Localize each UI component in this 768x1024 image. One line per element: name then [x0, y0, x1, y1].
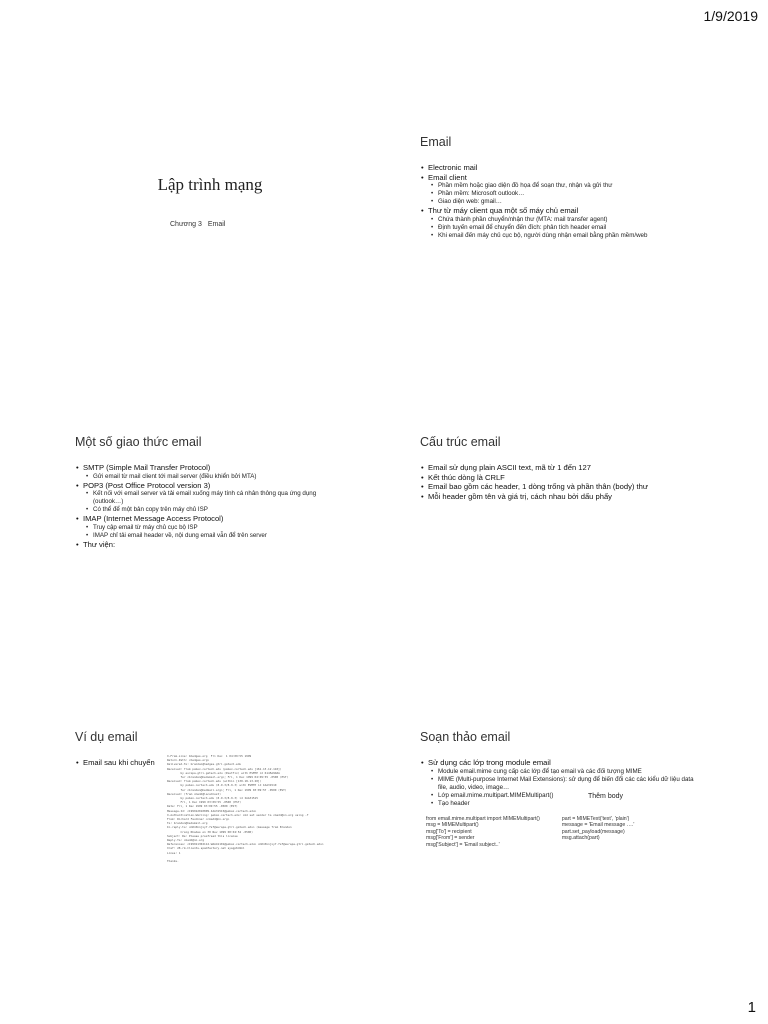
- code-left: [426, 816, 540, 849]
- code-line: msg = MIMEMultipart(): [426, 822, 479, 829]
- list-item: • Kết thúc dòng là CRLF: [420, 473, 760, 483]
- list-item: • Tạo header: [420, 800, 760, 808]
- list-item: • Electronic mail: [420, 163, 760, 173]
- list-item: • IMAP (Internet Message Access Protocol): [75, 514, 415, 524]
- code-line: message = 'Email message ….': [561, 822, 635, 829]
- code-line: msg['From'] = sender: [426, 835, 475, 842]
- code-right: [562, 816, 634, 849]
- course-title: Lập trình mạng: [157, 175, 263, 194]
- slide-example: [75, 730, 415, 985]
- list-item: • Phần mềm hoặc giao diện đồ họa để soạn thư, nhận và gửi thư: [420, 182, 760, 190]
- list-item: • Thư viện:: [75, 540, 415, 550]
- code-line: from email.mime.multipart import MIMEMultipart(): [426, 815, 540, 822]
- slide-compose: [420, 730, 760, 985]
- bullet-list: [420, 463, 760, 501]
- raw-email-text: X-From-Line: bhedges.org Fri Dec 1 04:09:55 1999 Return-Path: <hedges.org> Delivered-To: brandon@hedges.gtri.gatech.edu Received: from pobox.cortech.edu (pobox.cortech.edu [161.13.12.110]) by europa.gtri.gatech.edu (Postfix) with ESMTP id 6145A9A0A for <brandon@hedsmail.org>; Fri, 1 Dec 1999 04:09:55 -0500 (EST) Received: from pobox.cortech.edu (within [130.18.13.20]) by pobox.cortech.edu (8.9.3/8.9.3) with ESMTP id IAA31510 for <brandon@hedmail.org>; Fri, 1 Dec 1999 03:09:57 -0500 (EST) Received: (from cmadd@localhost) by pobox.cortech.edu (8.9.3/8.9.3) id IAA31515 Fri, 1 Dec 1999 03:09:55 -0500 (EST) Date: Fri, 1 Dec 1999 03:09:55 -0500 (EST) Message-Id: <199912010809.IAA31515@pobox.cortech.edu> X-Authentication-Warning: pobox.cortech.edu: cmd set sender to cmadd@nn.org using -f From: Richard Faulkner <cmadd@nn.org> To: brandon@hedsmail.org In-reply-to: <m0n5knjxy7.fsf@europa.gtri.gatech.edu> (message from Brandon Craig Rhodes on 30 Nov 1999 00:04:54 -0500) Subject: Re: Please proofread this license Reply-To: cmadd@nn.org References: <199911302112.WAA41101@pobox.cortech.edu> <m0n5knjxy7.fsf@europa.gtri.gatech.edu> Xref: 28.rm.Clients.spamfactory.net sysgp6n9kl Lines: 1 Thanks.: [167, 754, 324, 864]
- list-item: • Mỗi header gồm tên và giá trị, cách nhau bởi dấu phẩy: [420, 492, 760, 502]
- slide-email: [420, 135, 760, 390]
- bullet-list: [75, 463, 415, 549]
- list-item: • SMTP (Simple Mail Transfer Protocol): [75, 463, 415, 473]
- slide-heading: Một số giao thức email: [75, 435, 202, 449]
- slide-title: [40, 135, 380, 390]
- list-item: • Email sử dụng plain ASCII text, mã từ 1 đến 127: [420, 463, 760, 473]
- list-item: • Gửi email từ mail client tới mail server (điều khiển bởi MTA): [75, 473, 415, 481]
- code-line: msg.attach(part): [561, 835, 600, 842]
- list-item: • Lớp email.mime.multipart.MIMEMultipart(): [420, 792, 760, 800]
- chapter-subtitle: [170, 221, 231, 228]
- list-item: • Thư từ máy client qua một số máy chủ email: [420, 206, 760, 216]
- slide-heading: Cấu trúc email: [420, 435, 501, 449]
- bullet-list: [420, 758, 760, 808]
- code-line: part.set_payload(message): [561, 828, 625, 835]
- slide-heading: Ví dụ email: [75, 730, 138, 744]
- code-columns: [420, 816, 760, 849]
- list-item: • Module email.mime cung cấp các lớp để tạo email và các đối tượng MIME: [420, 768, 760, 776]
- page-number: 1: [747, 999, 756, 1016]
- list-item: • Có thể để một bản copy trên máy chủ ISP: [75, 506, 415, 514]
- list-item: • Phần mềm: Microsoft outlook…: [420, 190, 760, 198]
- list-item: • Kết nối với email server và tải email xuống máy tính cá nhân thông qua ứng dụng (outlook…): [75, 490, 343, 506]
- chapter-label: Chương 3: [170, 221, 202, 228]
- list-item: • Truy cập email từ máy chủ cục bộ ISP: [75, 524, 415, 532]
- handout-date: 1/9/2019: [703, 8, 758, 24]
- list-item: • Giao diện web: gmail…: [420, 198, 760, 206]
- list-item: • Định tuyến email để chuyển đến đích: phân tích header email: [420, 224, 760, 232]
- list-item: • MIME (Multi-purpose Internet Mail Extensions): sử dụng để biến đổi các các kiểu dữ liệu data file, audio, video, image…: [420, 776, 698, 792]
- list-item: • Email bao gồm các header, 1 dòng trống và phần thân (body) thư: [420, 482, 760, 492]
- slide-heading: Email: [420, 135, 452, 149]
- list-item: • Email client: [420, 173, 760, 183]
- slide-structure: [420, 435, 760, 690]
- list-item: • IMAP chỉ tải email header về, nội dung email vẫn để trên server: [75, 532, 415, 540]
- body-label: Thêm body: [588, 793, 624, 800]
- code-line: part = MIMEText('text', 'plain'): [561, 815, 630, 822]
- list-item: • Sử dụng các lớp trong module email: [420, 758, 760, 768]
- topic-label: Email: [207, 221, 226, 228]
- bullet-list: [420, 163, 760, 240]
- code-line: msg['Subject'] = 'Email subject..': [426, 841, 500, 848]
- list-item: • Chứa thành phần chuyển/nhận thư (MTA: mail transfer agent): [420, 216, 760, 224]
- slide-protocols: [75, 435, 415, 690]
- list-item: • Khi email đến máy chủ cục bộ, người dùng nhận email bằng phần mềm/web: [420, 232, 760, 240]
- code-line: msg['To'] = recipient: [426, 828, 472, 835]
- list-item: • POP3 (Post Office Protocol version 3): [75, 481, 415, 491]
- list-item: • Email sau khi chuyển: [75, 758, 415, 768]
- slide-heading: Soạn thảo email: [420, 730, 511, 744]
